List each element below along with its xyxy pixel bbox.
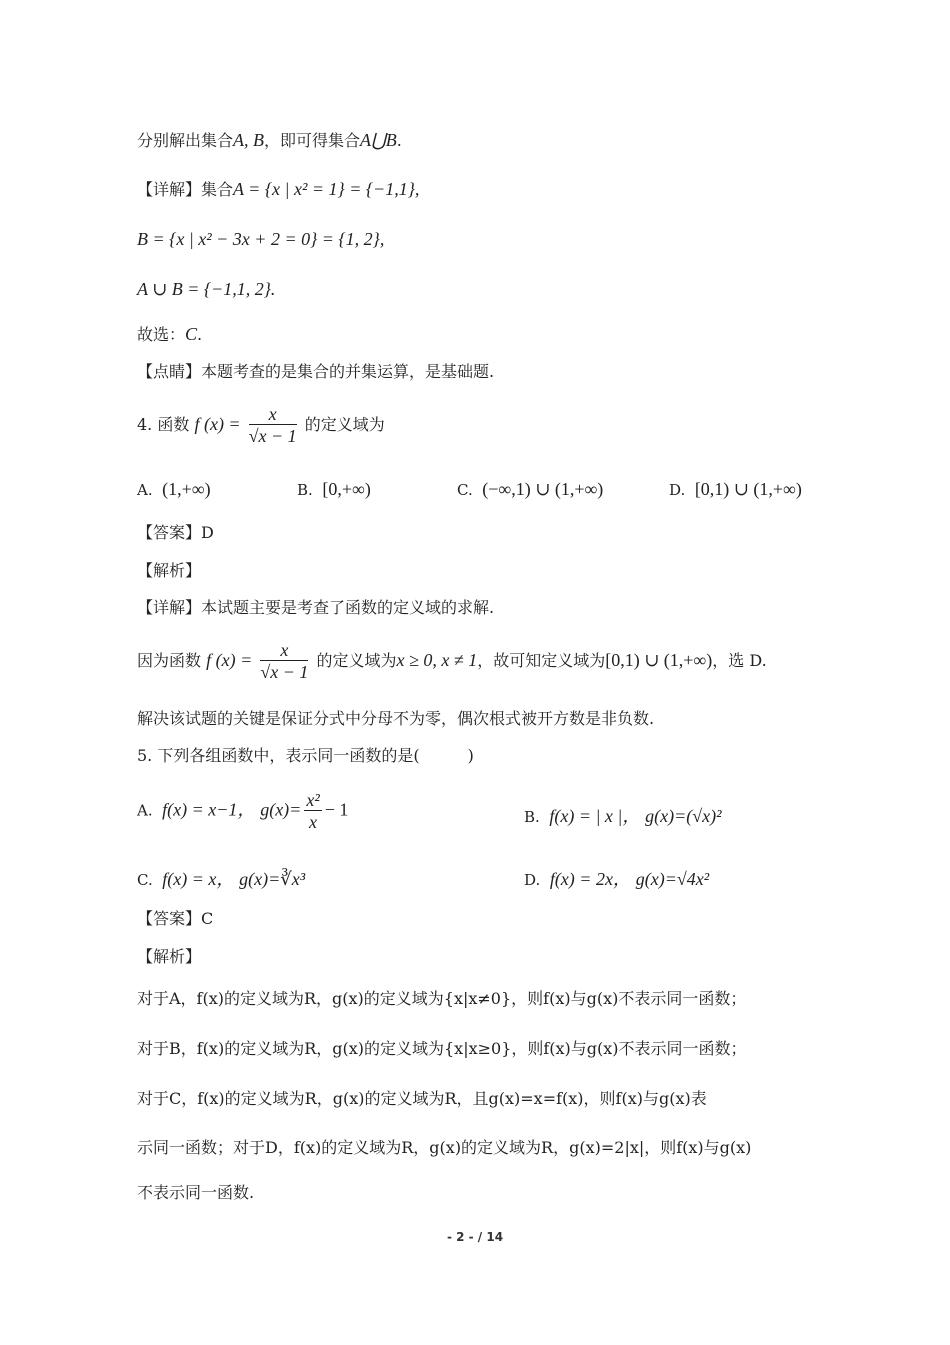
q4-option-d: D. [0,1) ∪ (1,+∞) [669, 479, 802, 499]
q5-answer: 【答案】C [137, 909, 214, 928]
q4-key-point: 解决该试题的关键是保证分式中分母不为零，偶次根式被开方数是非负数. [137, 709, 655, 728]
line-choice: 故选：C. [137, 324, 203, 344]
q4-answer: 【答案】D [137, 523, 214, 542]
q5-para-5: 不表示同一函数. [137, 1183, 255, 1202]
q4-reason: 因为函数 f (x) = $\frac{x}{√x - 1}$ 的定义域为x ≥ 0, x ≠ 1，故可知定义域为[0,1) ∪ (1,+∞)，选 D. [137, 640, 767, 682]
q4-option-b: B. [0,+∞) [297, 479, 371, 499]
question-4: 4. 函数 f (x) = $\frac{x}{√x - 1}$ 的定义域为 [137, 404, 385, 446]
q4-option-a: A. (1,+∞) [137, 479, 211, 499]
q5-para-2: 对于B，f(x)的定义域为R，g(x)的定义域为{x|x≥0}，则f(x)与g(x)不表示同一函数； [137, 1039, 747, 1058]
line-union: A ∪ B = {−1,1, 2}. [137, 279, 276, 299]
math-union: A⋃B [360, 130, 397, 150]
q5-option-a: A. f(x) = x−1， g(x)= $\frac{\text{x²}}{x}$ − 1 [137, 790, 349, 832]
line-setB: B = {x | x² − 3x + 2 = 0} = {1, 2}, [137, 229, 385, 249]
q4-detail: 【详解】本试题主要是考查了函数的定义域的求解. [137, 598, 495, 617]
q4-option-c: C. (−∞,1) ∪ (1,+∞) [457, 479, 604, 499]
q5-option-c: C. f(x) = x， g(x)=∛x³ [137, 869, 306, 889]
q4-fraction: $\frac{x}{√x - 1}$ [248, 404, 297, 446]
q5-para-4: 示同一函数；对于D，f(x)的定义域为R，g(x)的定义域为R，g(x)=2|x|，则f(x)与g(x) [137, 1138, 752, 1157]
question-5: 5. 下列各组函数中，表示同一函数的是( ) [137, 746, 474, 765]
q5-para-1: 对于A，f(x)的定义域为R，g(x)的定义域为{x|x≠0}，则f(x)与g(x)不表示同一函数； [137, 989, 747, 1008]
q4-analysis: 【解析】 [137, 561, 202, 580]
line-remark: 【点睛】本题考查的是集合的并集运算，是基础题. [137, 362, 495, 381]
page-number: - 2 - / 14 [446, 1230, 504, 1244]
q5-analysis: 【解析】 [137, 947, 202, 966]
q5-option-d: D. f(x) = 2x， g(x)=√4x² [524, 869, 710, 889]
line-solution-hint: 分别解出集合A, B，即可得集合A⋃B. [137, 130, 402, 150]
line-detail-setA: 【详解】集合A = {x | x² = 1} = {−1,1}, [137, 179, 420, 199]
q5-para-3: 对于C，f(x)的定义域为R，g(x)的定义域为R，且g(x)=x=f(x)，则f(x)与g(x)表 [137, 1089, 707, 1108]
math-ab: A, B [233, 130, 265, 150]
q5-option-b: B. f(x) = | x |， g(x)=(√x)² [524, 806, 722, 826]
